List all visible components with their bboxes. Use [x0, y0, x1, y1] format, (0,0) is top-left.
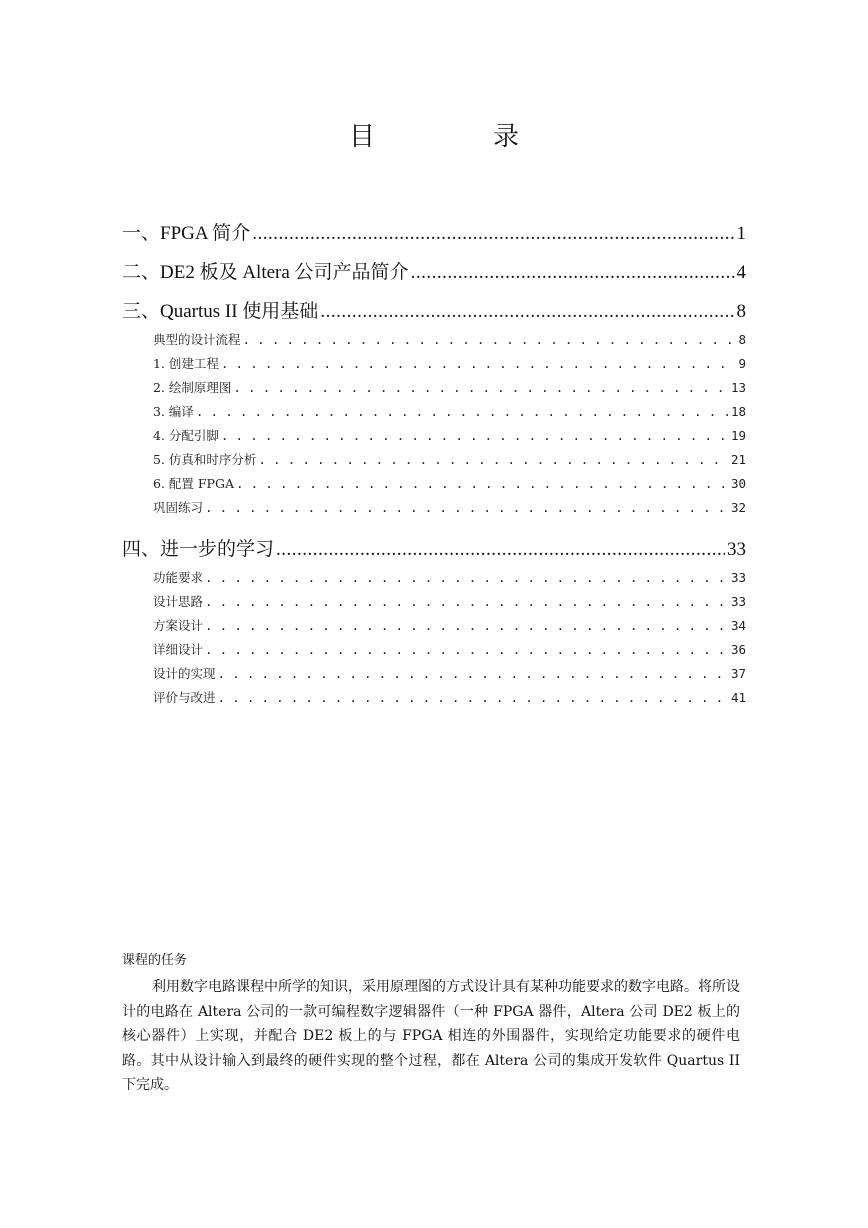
dot-leader: [221, 356, 737, 371]
toc-entry-page: 4: [736, 262, 746, 283]
toc-entry-page: 9: [738, 356, 746, 371]
toc-entry-section[interactable]: [153, 616, 746, 634]
dot-leader: [252, 223, 734, 245]
toc-entry-page: 36: [730, 642, 746, 657]
toc-entry-section[interactable]: [153, 402, 746, 420]
toc-entry-page: 1: [736, 223, 746, 244]
toc-entry-section[interactable]: [153, 498, 746, 516]
toc-entry-page: 34: [730, 618, 746, 633]
toc-entry-page: 8: [738, 332, 746, 347]
toc-entry-page: 18: [730, 404, 746, 419]
toc-entry-chapter-4[interactable]: [122, 534, 746, 561]
dot-leader: [411, 262, 735, 284]
toc-entry-section[interactable]: [153, 450, 746, 468]
toc-entry-page: 33: [730, 570, 746, 585]
toc-entry-page: 33: [727, 539, 746, 560]
toc-entry-page: 8: [736, 301, 746, 322]
dot-leader: [276, 539, 725, 561]
dot-leader: [258, 452, 729, 467]
dot-leader: [205, 618, 729, 633]
toc-entry-page: 21: [730, 452, 746, 467]
toc-entry-section[interactable]: [153, 640, 746, 658]
toc-entry-label: 二、DE2 板及 Altera 公司产品简介: [122, 262, 409, 283]
toc-entry-label: 功能要求: [153, 570, 204, 585]
toc-entry-label: 4. 分配引脚: [153, 428, 219, 443]
dot-leader: [320, 301, 734, 323]
toc-entry-section[interactable]: [153, 378, 746, 396]
toc-entry-label: 3. 编译: [153, 404, 194, 419]
toc-entry-label: 四、进一步的学习: [122, 539, 275, 560]
dot-leader: [221, 428, 729, 443]
toc-entry-label: 典型的设计流程: [153, 332, 241, 347]
toc-entry-label: 方案设计: [153, 618, 204, 633]
toc-entry-section[interactable]: [153, 330, 746, 348]
toc-entry-label: 三、Quartus II 使用基础: [122, 301, 319, 322]
toc-entry-page: 13: [730, 380, 746, 395]
dot-leader: [205, 570, 729, 585]
dot-leader: [205, 642, 729, 657]
toc-entry-label: 详细设计: [153, 642, 204, 657]
toc-entry-section[interactable]: [153, 688, 746, 706]
dot-leader: [218, 666, 729, 681]
dot-leader: [218, 690, 729, 705]
dot-leader: [205, 500, 729, 515]
toc-entry-label: 评价与改进: [153, 690, 216, 705]
dot-leader: [205, 594, 729, 609]
toc-entry-label: 2. 绘制原理图: [153, 380, 232, 395]
toc-entry-label: 巩固练习: [153, 500, 204, 515]
toc-entry-chapter-2[interactable]: [122, 257, 746, 284]
toc-entry-chapter-3[interactable]: [122, 296, 746, 323]
toc-entry-label: 设计思路: [153, 594, 204, 609]
toc-entry-page: 19: [730, 428, 746, 443]
toc-entry-section[interactable]: [153, 426, 746, 444]
toc-entry-label: 一、FPGA 简介: [122, 223, 251, 244]
toc-entry-page: 41: [730, 690, 746, 705]
toc-entry-section[interactable]: [153, 354, 746, 372]
task-heading: 课程的任务: [122, 953, 188, 968]
toc-entry-section[interactable]: [153, 664, 746, 682]
toc-entry-label: 设计的实现: [153, 666, 216, 681]
toc-entry-section[interactable]: [153, 568, 746, 586]
dot-leader: [243, 332, 737, 347]
toc-entry-label: 1. 创建工程: [153, 356, 219, 371]
dot-leader: [196, 404, 729, 419]
toc-title: 目 录: [348, 122, 565, 152]
toc-entry-page: 30: [730, 476, 746, 491]
dot-leader: [236, 476, 729, 491]
toc-entry-section[interactable]: [153, 592, 746, 610]
task-paragraph: 利用数字电路课程中所学的知识，采用原理图的方式设计具有某种功能要求的数字电路。将所设计的电路在 Altera 公司的一款可编程数字逻辑器件（一种 FPGA 器件，Altera 公司 DE2 板上的核心器件）上实现，并配合 DE2 板上的与 FPGA 相连的外围器件，实现给定功能要求的硬件电路。其中从设计输入到最终的硬件实现的整个过程，都在 Altera 公司的集成开发软件 Quartus II 下完成。: [122, 979, 740, 1093]
toc-entry-section[interactable]: [153, 474, 746, 492]
toc-entry-page: 32: [730, 500, 746, 515]
dot-leader: [233, 380, 729, 395]
toc-entry-page: 33: [730, 594, 746, 609]
toc-entry-chapter-1[interactable]: [122, 218, 746, 245]
toc-entry-page: 37: [730, 666, 746, 681]
toc-entry-label: 5. 仿真和时序分析: [153, 452, 257, 467]
toc-entry-label: 6. 配置 FPGA: [153, 476, 234, 491]
